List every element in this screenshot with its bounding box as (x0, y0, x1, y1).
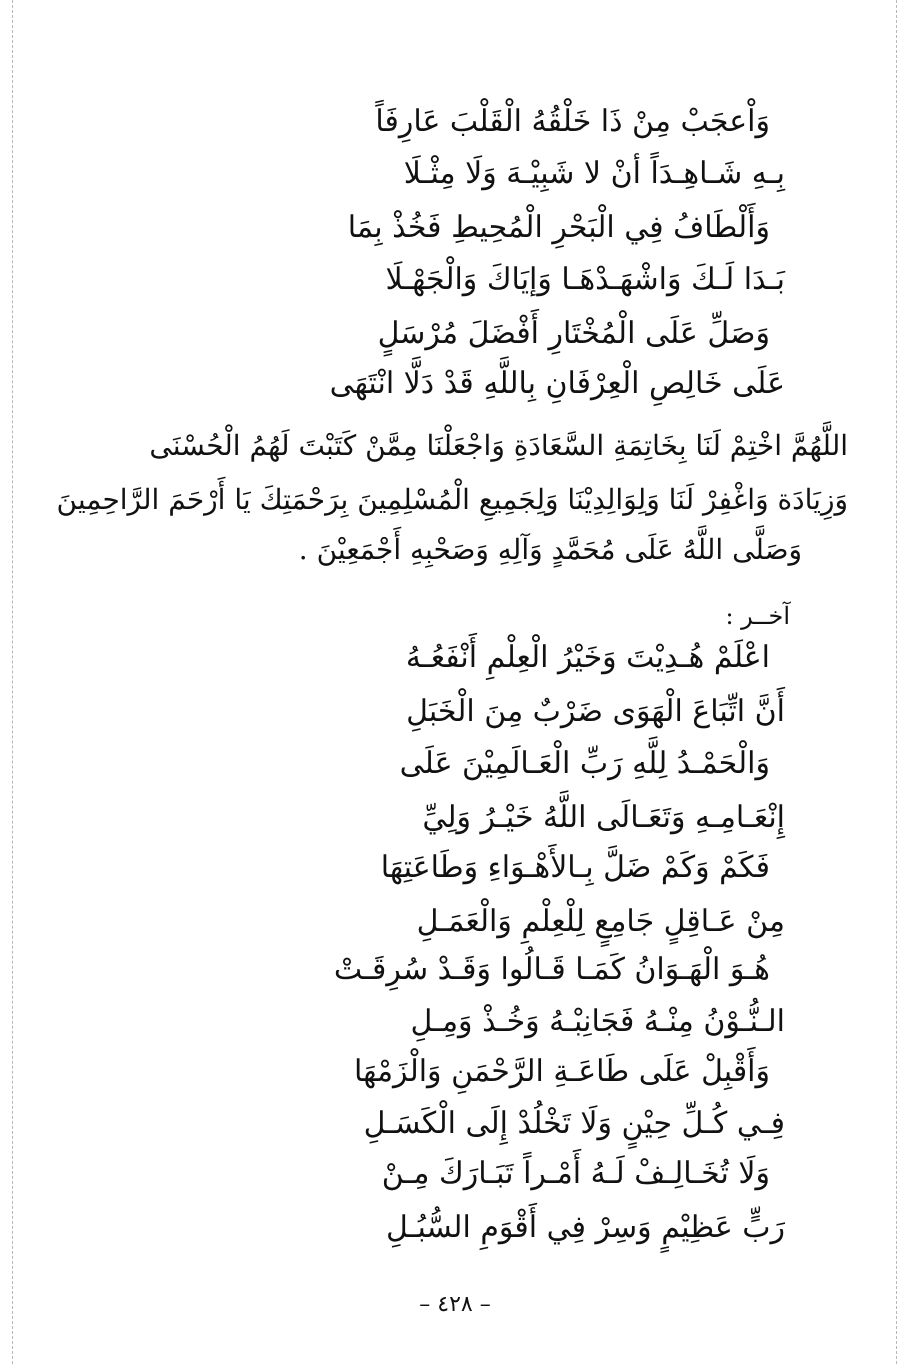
left-scan-border (12, 0, 13, 1364)
poem-two-line-11: وَلَا تُخَـالِـفْ لَـهُ أَمْـراً تَبَـارَكَ مِـنْ (381, 1156, 770, 1191)
poem-two-line-2: أَنَّ اتِّبَاعَ الْهَوَى ضَرْبٌ مِنَ الْخَبَلِ (406, 694, 785, 729)
poem-two-line-9: وَأَقْبِلْ عَلَى طَاعَـةِ الرَّحْمَنِ وَالْزَمْهَا (353, 1054, 770, 1089)
prayer-line-1: اللَّهُمَّ اخْتِمْ لَنَا بِخَاتِمَةِ السَّعَادَةِ وَاجْعَلْنَا مِمَّنْ كَتَبْتَ لَهُمُ الْحُسْنَى (149, 429, 848, 462)
poem-two-line-3: وَالْحَمْـدُ لِلَّهِ رَبِّ الْعَـالَمِيْنَ عَلَى (399, 746, 770, 781)
poem-two-line-1: اعْلَمْ هُـدِيْتَ وَخَيْرُ الْعِلْمِ أَنْفَعُـهُ (405, 640, 770, 675)
page-number: – ٤٢٨ – (419, 1292, 491, 1317)
poem-two-line-6: مِنْ عَـاقِلٍ جَامِعٍ لِلْعِلْمِ وَالْعَمَـلِ (416, 904, 785, 939)
poem-one-line-6: عَلَى خَالِصِ الْعِرْفَانِ بِاللَّهِ قَدْ دَلَّا انْتَهَى (329, 366, 785, 401)
poem-one-line-1: وَاْعجَبْ مِنْ ذَا خَلْقُهُ الْقَلْبَ عَارِفَاً (375, 104, 770, 139)
poem-one-line-2: بِـهِ شَـاهِـدَاً أنْ لا شَبِيْـهَ وَلَا مِثْـلَا (403, 156, 785, 191)
poem-one-line-4: بَـدَا لَـكَ وَاشْهَـدْهَـا وَإيَاكَ وَالْجَهْـلَا (385, 262, 785, 297)
section-heading: آخــر : (725, 602, 790, 630)
poem-two-line-5: فَكَمْ وَكَمْ ضَلَّ بِـالأَهْـوَاءِ وَطَاعَتِهَا (380, 850, 770, 885)
poem-two-line-12: رَبٍّ عَظِيْمٍ وَسِرْ فِي أَقْوَمِ السُّبُـلِ (385, 1210, 785, 1245)
right-scan-border (896, 0, 897, 1364)
poem-two-line-7: هُـوَ الْهَـوَانُ كَمَـا قَـالُوا وَقَـدْ سُرِقَـتْ (333, 952, 770, 987)
prayer-line-3: وَصَلَّى اللَّهُ عَلَى مُحَمَّدٍ وَآلِهِ وَصَحْبِهِ أَجْمَعِيْنَ . (298, 533, 802, 566)
prayer-line-2: وَزِيَادَة وَاغْفِرْ لَنَا وَلِوَالِدِيْنَا وَلِجَمِيعِ الْمُسْلِمِينَ بِرَحْمَتِكَ يَا أَرْحَمَ الرَّاحِمِينَ (56, 483, 848, 516)
poem-one-line-5: وَصَلِّ عَلَى الْمُخْتَارِ أَفْضَلَ مُرْسَلٍ (377, 316, 770, 351)
poem-two-line-8: الـنُّـوْنُ مِنْـهُ فَجَانِبْـهُ وَخُـذْ وَمِـلِ (410, 1004, 785, 1039)
poem-one-line-3: وَأَلْطَافُ فِي الْبَحْرِ الْمُحِيطِ فَخُذْ بِمَا (347, 210, 770, 245)
poem-two-line-4: إِنْعَـامِـهِ وَتَعَـالَى اللَّهُ خَيْـرُ وَلِيِّ (422, 800, 785, 835)
poem-two-line-10: فِـي كُـلِّ حِيْنٍ وَلَا تَخْلُدْ إِلَى الْكَسَـلِ (363, 1106, 785, 1141)
